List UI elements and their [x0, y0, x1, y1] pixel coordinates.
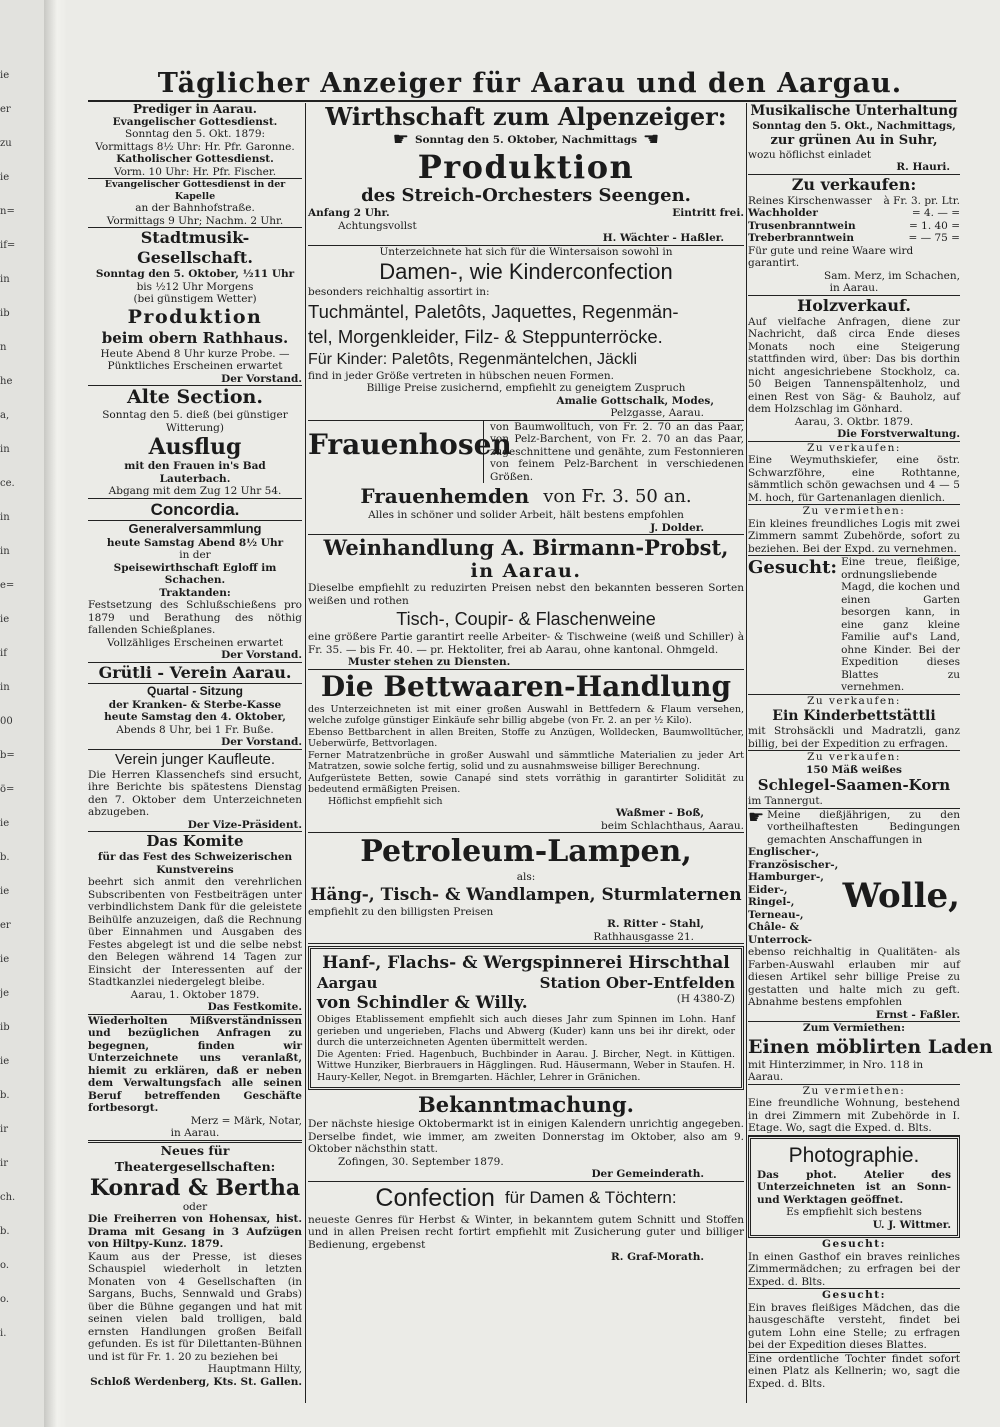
spirit-price: à Fr. 3. pr. Ltr. — [883, 194, 960, 207]
evang-heading: Evangelischer Gottesdienst. — [112, 115, 278, 128]
spirits-guarantee: Für gute und reine Waare wird garantirt. — [748, 244, 914, 269]
wirthschaft-produktion: Produktion — [417, 148, 635, 186]
wolle-heading: Wolle, — [842, 876, 960, 916]
signature-gemeinderath: Der Gemeinderath. — [591, 1168, 704, 1180]
list-item: Ringel-, — [748, 896, 795, 908]
gesucht2-text: In einen Gasthof ein braves reinliches Zimmermädchen; zu erfragen bei der Exped. d. Blts. — [748, 1250, 960, 1288]
gutter-fragment: in — [0, 512, 10, 523]
wiederholten-text: Wiederholten Mißverständnissen und bezüglichen Anfragen zu begegnen, finden wir Unterzeichnete uns veranlaßt, hiemit zu erklären, daß er neben dem Verwaltungsfach alle seinen Beruf betreffenden Geschäfte fortbesorgt. — [88, 1014, 302, 1114]
hanf-owner-row — [317, 993, 735, 1014]
zv2-text: Eine Weymuthskiefer, eine östr. Schwarzföhre, eine Rothtanne, sämmtlich schön gewachsen und 4 — 5 M. hoch, für Gartenanlagen dienlich. — [748, 454, 960, 504]
gutter-fragment: o. — [0, 1294, 10, 1305]
photographie-text: Das phot. Atelier des Unterzeichneten ist an Sonn- und Werktagen geöffnet. — [757, 1168, 951, 1206]
gutter-fragment: n= — [0, 206, 15, 217]
adjacent-page-edge — [0, 0, 44, 1427]
wein-text-1: Dieselbe empfiehlt zu reduzirten Preisen nebst den bekannten besseren Sorten weißen und rothen — [308, 582, 744, 607]
ritter-address: Rathhausgasse 21. — [593, 930, 694, 943]
damen-line-3: tel, Morgenkleider, Filz- & Steppunterröcke. — [308, 325, 663, 347]
gutter-fragment: ch. — [0, 1192, 16, 1203]
bahnhof-line: an der Bahnhofstraße. — [135, 202, 255, 214]
hanf-heading: Hanf-, Flachs- & Wergspinnerei Hirschthal — [322, 953, 730, 973]
gutter-fragment: ie — [0, 172, 10, 183]
gutter-fragment: ir — [0, 1158, 8, 1169]
generalversammlung-heading: Generalversammlung — [128, 520, 262, 536]
signature-waechter: H. Wächter - Haßler. — [602, 232, 724, 244]
signature-fassler: Ernst - Faßler. — [875, 1008, 960, 1021]
holz-text: Auf vielfache Anfragen, diene zur Nachricht, daß circa Ende dieses Monats noch eine Steigerung stattfinden wird, über: Das bis dorthin nicht angesichriebene Stockholz, ca. 50 Beigen Tannenspältenholz, und einen Rest von Säg- & Bauholz, auf dem Holzschlag im Gönhard. — [748, 315, 960, 415]
list-item — [748, 232, 960, 245]
signature-vorstand: Der Vorstand. — [221, 372, 302, 385]
wirthschaft-date: Sonntag den 5. Oktober, Nachmittags — [414, 133, 638, 146]
qs-line-2: heute Samstag den 4. Oktober, — [104, 711, 286, 723]
vormittags-line: Vormittags 8½ Uhr: Hr. Pfr. Garonne. — [95, 140, 295, 153]
gutter-fragment: ie — [0, 818, 10, 829]
gesucht-heading: Gesucht: — [748, 557, 838, 578]
list-item — [748, 207, 960, 220]
wirthschaft-heading: Wirthschaft zum Alpenzeiger: — [325, 102, 727, 131]
gutter-fragment: b= — [0, 750, 15, 761]
frauenhemden-heading: Frauenhemden — [360, 484, 530, 508]
list-item: Terneau-, — [748, 908, 804, 921]
wolle-block — [748, 846, 960, 946]
frauenhosen-text: von Baumwolltuch, von Fr. 2. 70 an das Paar, von Pelz-Barchent, von Fr. 2. 70 an das Paar, zugeschnittene und genähte, zum Festonnieren von feinem Pelz-Barchent in verschiedenen Größen. — [483, 421, 744, 484]
kinderbett-text: mit Strohsäckli und Madratzli, ganz billig, bei der Expedition zu erfragen. — [748, 725, 960, 750]
signature-schloss: Schloß Werdenberg, Kts. St. Gallen. — [90, 1375, 302, 1388]
list-item — [748, 195, 960, 208]
stadtmusik-line-3: (bei günstigem Wetter) — [133, 293, 257, 305]
gutter-fragment: b. — [0, 1226, 10, 1237]
damen-line-6: Billige Preise zusichernd, empfiehlt zu geneigtem Zuspruch — [366, 382, 686, 394]
pointing-hand-icon: ☛ — [392, 129, 409, 150]
signature-merz: Merz = Märk, Notar, — [190, 1114, 302, 1127]
petroleum-heading: Petroleum-Lampen, — [360, 834, 692, 869]
petroleum-als: als: — [516, 871, 536, 883]
tanner-line: im Tannergut. — [748, 795, 823, 807]
masthead-title: Täglicher Anzeiger für Aarau und den Aargau. — [157, 68, 903, 99]
eintritt-text: Eintritt frei. — [672, 207, 744, 219]
wolle-list — [748, 846, 843, 946]
gruetli-heading: Grütli - Verein Aarau. — [98, 662, 292, 682]
signature-vorstand: Der Vorstand. — [221, 736, 302, 748]
vorm-line-2: Vorm. 10 Uhr: Hr. Pfr. Fischer. — [113, 165, 277, 178]
pointing-hand-icon: ☚ — [643, 129, 660, 150]
photographie-box — [748, 1136, 960, 1239]
column-2 — [308, 103, 744, 1403]
alte-section-heading: Alte Section. — [127, 386, 263, 408]
gutter-fragment: a, — [0, 410, 10, 421]
damen-line-4: Für Kinder: Paletôts, Regenmäntelchen, Jäckli — [308, 350, 638, 368]
gutter-fragment: i. — [0, 1328, 7, 1339]
kinderbett-heading: Ein Kinderbettstättli — [772, 708, 936, 724]
gutter-fragment: ir — [0, 1124, 8, 1135]
gutter-fragment: b. — [0, 1090, 10, 1101]
signature-wassmer: Waßmer - Boß, — [615, 807, 704, 819]
gutter-fragment: o. — [0, 1260, 10, 1271]
zverm2-heading: Zum Vermiethen: — [803, 1022, 905, 1034]
gesucht-text: Eine treue, fleißige, ordnungsliebende Magd, die kochen und einen Garten besorgen kann, in eine ganz kleine Familie auf's Land, ohne Kinder. Bei der Expedition dieses Blattes zu vernehmen. — [841, 556, 960, 693]
gv-line-1: heute Samstag Abend 8½ Uhr — [106, 536, 284, 549]
stadtmusik-heading: Stadtmusik-Gesellschaft. — [137, 228, 253, 267]
spirit-name: Treberbranntwein — [748, 232, 854, 244]
ausflug-heading: Ausflug — [148, 434, 242, 460]
laden-text: mit Hinterzimmer, in Nro. 118 in Aarau. — [748, 1058, 924, 1083]
gutter-fragment: je — [0, 988, 10, 999]
zverm3-heading: Zu vermiethen: — [802, 1084, 906, 1097]
frauenhemden-row — [308, 483, 744, 509]
konrad-text: Kaum aus der Presse, ist dieses Schauspiel wiederholt in letzten Monaten von 4 Gesellschaften (in Sargans, Buchs, Sennwald und Grabs) über die Bühne gegangen und hat mit seinen vielen bald trolligen, bald ernsten Handlungen großen Beifall gefunden. Es ist für Dilettanten-Bühnen und ist für Fr. 1. 20 zu beziehen bei — [88, 1250, 302, 1363]
rathhaus-heading: beim obern Rathhaus. — [101, 328, 289, 347]
bett-text-4: Aufgerüstete Betten, sowie Canapé sind stets vorräthig in garantirter Solidität zu bedeutend ermäßigten Preisen. — [308, 772, 744, 795]
spirit-name: Wachholder — [748, 207, 818, 219]
zverm-text: Ein kleines freundliches Logis mit zwei Zimmern sammt Zubehörde, sofort zu beziehen. Bei der Expd. zu vernehmen. — [748, 517, 960, 555]
page-fold — [44, 0, 66, 1427]
gutter-fragment: b. — [0, 852, 10, 863]
neues-heading: Neues für Theatergesellschaften: — [114, 1142, 276, 1174]
spirit-price: = 4. — = — [911, 207, 960, 219]
gutter-fragment: zu — [0, 138, 12, 149]
musik-line-1: Sonntag den 5. Okt., Nachmittags, — [752, 120, 956, 132]
schlegel-heading: Schlegel-Saamen-Korn — [757, 776, 951, 794]
damen-line-2: Tuchmäntel, Paletôts, Jaquettes, Regenmän- — [308, 300, 679, 322]
gutter-fragment: er — [0, 104, 11, 115]
signature-forst: Die Forstverwaltung. — [837, 428, 960, 440]
vorm-line-3: Vormittags 9 Uhr; Nachm. 2 Uhr. — [106, 214, 284, 227]
divider — [308, 943, 744, 944]
komite-heading: Das Komite — [146, 832, 244, 850]
bett-text-5: Höflichst empfiehlt sich — [328, 795, 443, 807]
gutter-fragment: ie — [0, 886, 10, 897]
list-item: Eider-, — [748, 883, 788, 896]
musik-line-3: wozu höflichst einladet — [748, 148, 872, 161]
frauenhosen-heading: Frauenhosen — [308, 427, 512, 461]
signature-merz: Sam. Merz, im Schachen, — [824, 269, 960, 282]
qs-line-1: der Kranken- & Sterbe-Kasse — [108, 698, 282, 711]
anfang-text: Anfang 2 Uhr. — [308, 207, 390, 219]
konrad-heading: Konrad & Bertha — [89, 1174, 301, 1201]
hanf-subline — [317, 974, 735, 993]
ausflug-line-2: Abgang mit dem Zug 12 Uhr 54. — [108, 485, 282, 497]
list-item: Hamburger-, — [748, 871, 824, 883]
gutter-fragment: in — [0, 682, 10, 693]
verein-kaufleute-heading: Verein junger Kaufleute. — [114, 750, 276, 768]
frauenhosen-block — [308, 421, 744, 484]
gv-line-3: Speisewirthschaft Egloff im Schachen. — [113, 561, 277, 586]
alte-line-2: Witterung) — [166, 421, 224, 434]
confection-row — [308, 1182, 744, 1214]
damen-intro: Unterzeichnete hat sich für die Wintersaison sowohl in — [379, 245, 673, 258]
gutter-fragment: in — [0, 274, 10, 285]
signature-vize: Der Vize-Präsident. — [187, 818, 302, 831]
bekanntmachung-heading: Bekanntmachung. — [418, 1092, 634, 1117]
signature-festkomite: Das Festkomite. — [207, 1001, 302, 1013]
gutter-fragment: 00 — [0, 716, 13, 727]
signature-dolder: J. Dolder. — [650, 521, 704, 534]
gesucht2-heading: Gesucht: — [822, 1238, 886, 1250]
hanf-station: Station Ober-Entfelden — [539, 974, 735, 992]
signature-hauri: R. Hauri. — [896, 161, 950, 173]
list-item: Châle- & — [748, 921, 799, 933]
signature-ritter: R. Ritter - Stahl, — [607, 918, 704, 930]
signature-graf: R. Graf-Morath. — [611, 1251, 704, 1263]
gutter-fragment: he — [0, 376, 13, 387]
holz-date: Aarau, 3. Oktbr. 1879. — [794, 415, 914, 428]
vjk-text: Die Herren Klassenchefs sind ersucht, ihre Berichte bis spätestens Dienstag den 7. Oktober dem Unterzeichneten abzugeben. — [88, 768, 302, 818]
list-item: Unterrock- — [748, 933, 812, 946]
zv2-heading: Zu verkaufen: — [807, 441, 901, 454]
spirit-name: Reines Kirschenwasser — [748, 194, 872, 207]
stadtmusik-line-2: bis ½12 Uhr Morgens — [136, 280, 254, 293]
gutter-fragment: ie — [0, 1056, 10, 1067]
komite-text: beehrt sich anmit den verehrlichen Subscribenten von Festbeiträgen unter verbindlichstem Dank für die geleistete Beihülfe anzuzeigen, daß die Rechnung über Einnahmen und Ausgaben des Festes abgelegt ist und die selbe nebst den Belegen während 14 Tagen zur Einsicht der Interessenten auf der Stadtkanzlei niedergelegt bleibe. — [88, 876, 302, 988]
quartal-heading: Quartal - Sitzung — [147, 683, 243, 698]
hanf-aargau: Aargau — [317, 974, 378, 992]
bek-date: Zofingen, 30. September 1879. — [338, 1155, 504, 1168]
zv3-heading: Zu verkaufen: — [807, 694, 901, 707]
musik-heading: Musikalische Unterhaltung — [750, 103, 958, 119]
gutter-fragment: ö= — [0, 784, 15, 795]
gutter-fragment: in — [0, 546, 10, 557]
stadtmusik-line-5: Pünktliches Erscheinen erwartet — [107, 360, 283, 372]
bett-text-1: des Unterzeichneten ist mit einer großen Auswahl in Bettfedern & Flaum versehen, welche zufolge günstiger Einkäufe sehr billig abgebe (von Fr. 2. an per ½ Kilo). — [308, 703, 744, 726]
komite-line-2: Kunstvereins — [156, 863, 234, 876]
streich-orchester: des Streich-Orchesters Seengen. — [361, 185, 691, 206]
damen-heading: Damen-, wie Kinderconfection — [379, 259, 673, 284]
qs-line-3: Abends 8 Uhr, bei 1 Fr. Buße. — [116, 723, 274, 736]
hanf-text-1: Obiges Etablissement empfiehlt sich auch dieses Jahr zum Spinnen im Lohn. Hanf gerieben und ungerieben, Flachs und Abwerg (Kuder) kann uns bei ihr direkt, oder durch die unterzeichneten Agenten übermittelt werden. — [317, 1014, 735, 1048]
signature-amalie: Amalie Gottschalk, Modes, — [556, 394, 714, 407]
frauenhemden-price: von Fr. 3. 50 an. — [543, 485, 692, 507]
muster-line: Muster stehen zu Diensten. — [348, 656, 511, 668]
tochter-text: Eine ordentliche Tochter findet sofort einen Platz als Kellnerin; wo, sagt die Exped. d. Blts. — [748, 1352, 960, 1390]
zverm-heading: Zu vermiethen: — [802, 505, 906, 517]
hanf-box — [308, 946, 744, 1090]
gutter-fragment: if — [0, 648, 7, 659]
wolle-text: ebenso reichhaltig in Qualitäten- als Farben-Auswahl erlauben mir auf diesen Artikel sehr billige Preise zu gestatten und halte mich zu geft. Abnahme bestens empfohlen — [748, 946, 960, 1008]
spirit-price: = — 75 = — [908, 232, 960, 244]
gutter-fragment: e= — [0, 580, 15, 591]
gutter-fragment: in — [0, 444, 10, 455]
merz-place: in Aarau. — [170, 1127, 220, 1139]
gutter-fragment: n — [0, 342, 7, 353]
signature-vorstand: Der Vorstand. — [221, 649, 302, 661]
gesucht3-text: Ein braves fleißiges Mädchen, das die hausgeschäfte versteht, findet bei gutem Lohn eine Stelle; zu erfragen bei der Expedition dieses Blattes. — [748, 1301, 960, 1351]
column-rule-1 — [305, 103, 306, 1403]
produktion-heading: Produktion — [127, 305, 263, 328]
sonntag-line: Sonntag den 5. Okt. 1879: — [124, 128, 266, 140]
pointing-hand-icon: ☛ — [748, 806, 765, 828]
list-item — [748, 220, 960, 233]
wein-text-3: eine größere Partie garantirt reelle Arbeiter- & Tischweine (weiß und Schiller) à Fr. 35. — bis Fr. 40. — pr. Hektoliter, frei ab Aarau, ohne kantonal. Ohmgeld. — [308, 631, 744, 656]
frauenhemden-line: Alles in schöner und solider Arbeit, hält bestens empfohlen — [368, 509, 684, 521]
weinhandlung-heading: Weinhandlung A. Birmann-Probst, — [323, 535, 729, 560]
hanf-text-2: Die Agenten: Fried. Hagenbuch, Buchbinder in Aarau. J. Bircher, Negt. in Küttigen. Wittwe Hunziker, Bierbrauers in Hägglingen. Rud. Häusermann, Weber in Staufen. H. Haury-Keller, Negot. in Bremgarten. Hächler, Lehrer in Gränichen. — [317, 1048, 735, 1083]
confection-text: neueste Genres für Herbst & Winter, in bekanntem gutem Schnitt und Stoffen und in allen Preisen recht fortirt empfiehlt mit Zusicherung guter und billiger Bedienung, ergebenst — [308, 1213, 744, 1251]
hanf-code: (H 4380-Z) — [676, 993, 735, 1005]
gutter-fragment: ib — [0, 1022, 10, 1033]
bek-text: Der nächste hiesige Oktobermarkt ist in einigen Kalendern unrichtig angegeben. Derselbe findet, wie immer, am zweiten Donnerstag im Oktober, also am 9. Oktober nächsthin statt. — [308, 1118, 744, 1155]
oder-line: oder — [182, 1200, 208, 1213]
ausflug-line-1: mit den Frauen in's Bad Lauterbach. — [124, 460, 266, 485]
zv4-heading: Zu verkaufen: — [807, 751, 901, 763]
holzverkauf-heading: Holzverkauf. — [797, 295, 911, 315]
bettwaaren-heading: Die Bettwaaren-Handlung — [320, 669, 732, 703]
signature-hilty: Hauptmann Hilty, — [207, 1363, 302, 1375]
mass-line: 150 Mäß weißes — [806, 763, 902, 776]
stadtmusik-line-4: Heute Abend 8 Uhr kurze Probe. — — [100, 347, 290, 360]
damen-line-5: find in jeder Größe vertreten in hübschen neuen Formen. — [308, 369, 614, 382]
anfang-eintritt-row — [308, 207, 744, 220]
wolle-intro: Meine dießjährigen, zu den vortheilhaftesten Bedingungen gemachten Anschaffungen in — [767, 808, 960, 846]
gutter-fragment: if= — [0, 240, 16, 251]
stadtmusik-line-1: Sonntag den 5. Oktober, ½11 Uhr — [95, 268, 295, 280]
achtungsvollst: Achtungsvollst — [338, 219, 417, 232]
gesucht-block — [748, 556, 960, 694]
list-item: Französischer-, — [748, 858, 839, 871]
merz-place: in Aarau. — [829, 282, 879, 294]
photographie-line: Es empfiehlt sich bestens — [786, 1206, 922, 1218]
photographie-heading: Photographie. — [788, 1143, 920, 1167]
prediger-heading: Prediger in Aarau. — [132, 102, 257, 116]
kapelle-line: Evangelischer Gottesdienst in der Kapelle — [104, 179, 286, 202]
concordia-heading: Concordia. — [150, 499, 240, 519]
traktanden-label: Traktanden: — [159, 586, 231, 599]
bett-text-2: Ebenso Bettbarchent in allen Breiten, Stoffe zu Anzügen, Wolldecken, Baumwolltücher, Ueberwürfe, Bettvorlagen. — [308, 726, 744, 749]
column-rule-2 — [746, 103, 747, 1403]
gutter-fragment: ce. — [0, 478, 15, 489]
gutter-fragment: ib — [0, 308, 10, 319]
weinhandlung-place: in Aarau. — [470, 560, 582, 582]
confection-heading: Confection — [375, 1183, 495, 1212]
petroleum-text: empfiehlt zu den billigsten Preisen — [308, 905, 494, 918]
gv-line-2: in der — [179, 549, 211, 561]
wohnung-text: Eine freundliche Wohnung, bestehend in drei Zimmern mit Zubehörde in I. Etage. Wo, sagt die Exped. d. Blts. — [748, 1097, 960, 1134]
wolle-intro-row — [748, 806, 960, 847]
amalie-address: Pelzgasse, Aarau. — [610, 407, 704, 419]
damen-line-1: besonders reichhaltig assortirt in: — [308, 286, 490, 298]
column-3 — [748, 103, 993, 1403]
freiherren-text: Die Freiherren von Hohensax, hist. Drama mit Gesang in 3 Aufzügen von Hiltpy-Kunz. 1879. — [88, 1213, 302, 1250]
wassmer-address: beim Schlachthaus, Aarau. — [601, 819, 744, 832]
lampen-heading: Häng-, Tisch- & Wandlampen, Sturmlaternen — [310, 884, 742, 905]
wirthschaft-subline — [308, 131, 744, 149]
hanf-owner: von Schindler & Willy. — [317, 993, 528, 1013]
komite-date: Aarau, 1. Oktober 1879. — [130, 988, 260, 1001]
confection-sub: für Damen & Töchtern: — [504, 1187, 677, 1207]
komite-line-1: für das Fest des Schweizerischen — [97, 851, 293, 863]
gutter-fragment: er — [0, 920, 11, 931]
spirit-price: = 1. 40 = — [909, 219, 960, 232]
bett-text-3: Ferner Matratzenbrüche in großer Auswahl und sämmtliche Materialien zu jeder Art Matratzen, sowie solche fertig, solid und zu ausnahmsweise billiger Berechnung. — [308, 749, 744, 772]
signature-wittmer: U. J. Wittmer. — [872, 1218, 951, 1231]
list-item: Englischer-, — [748, 846, 820, 858]
laden-heading: Einen möblirten Laden — [748, 1035, 993, 1058]
gesucht3-heading: Gesucht: — [822, 1289, 886, 1301]
gv-line-5: Vollzähliges Erscheinen erwartet — [106, 636, 284, 649]
musik-line-2: zur grünen Au in Suhr, — [770, 132, 938, 148]
gutter-fragment: ie — [0, 70, 10, 81]
zu-verkaufen-heading: Zu verkaufen: — [791, 174, 917, 194]
gutter-fragment: ie — [0, 954, 10, 965]
wein-heading-2: Tisch-, Coupir- & Flaschenweine — [396, 609, 656, 629]
spirits-list — [748, 195, 960, 245]
gv-text: Festsetzung des Schlußschießens pro 1879 und Berathung des nöthig fallenden Schießplanes. — [88, 599, 302, 636]
spirit-name: Trusenbranntwein — [748, 219, 856, 232]
kath-heading: Katholischer Gottesdienst. — [116, 153, 274, 165]
gutter-fragment: ie — [0, 614, 10, 625]
alte-line-1: Sonntag den 5. dieß (bei günstiger — [102, 409, 288, 421]
column-1 — [88, 103, 302, 1403]
